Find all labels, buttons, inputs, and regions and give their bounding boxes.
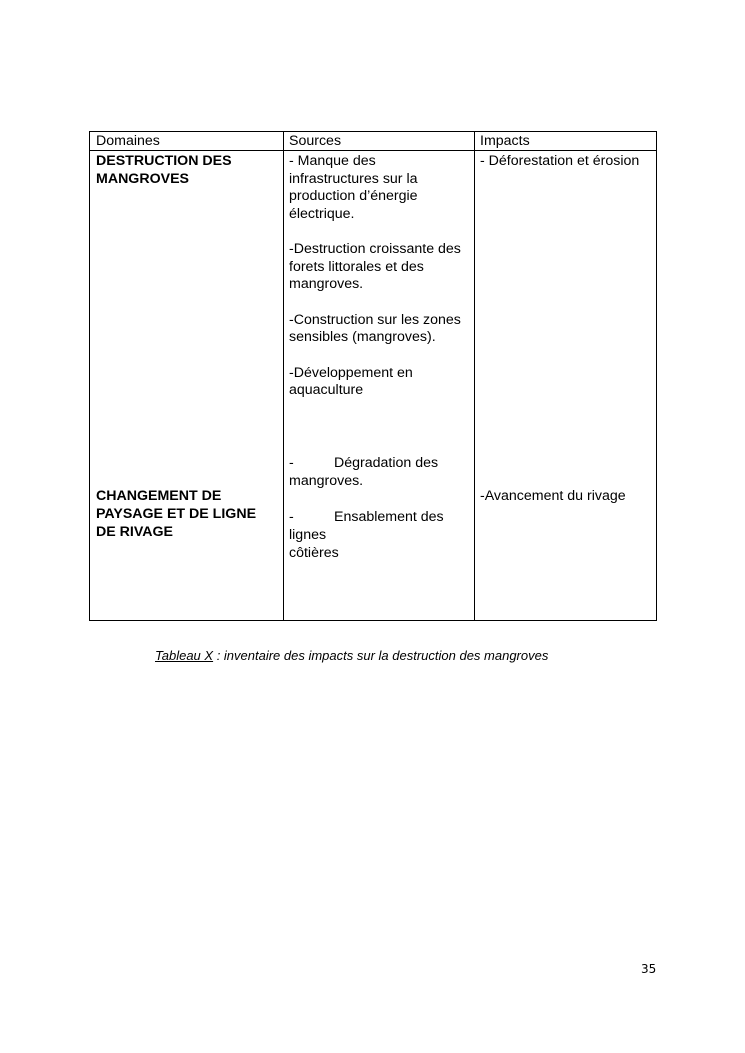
page-number: 35 <box>641 962 657 976</box>
caption-label: Tableau X <box>155 648 214 663</box>
source-line: aquaculture <box>289 382 364 398</box>
source-line: électrique. <box>289 206 355 222</box>
column-divider <box>474 132 475 620</box>
domaine-changement-line1: CHANGEMENT DE <box>96 488 222 504</box>
source-line: forets littorales et des <box>289 259 424 275</box>
source-line: infrastructures sur la <box>289 171 418 187</box>
source-line: - Ensablement des <box>289 509 444 525</box>
header-sources: Sources <box>289 133 342 149</box>
source-line: mangroves. <box>289 276 364 292</box>
source-line: - Manque des <box>289 153 376 169</box>
source-line: -Destruction croissante des <box>289 241 461 257</box>
header-domaines: Domaines <box>96 133 160 149</box>
caption-text: : inventaire des impacts sur la destruction des mangroves <box>213 648 549 663</box>
source-line: mangroves. <box>289 473 364 489</box>
impacts-table <box>89 131 657 621</box>
source-line: production d’énergie <box>289 188 418 204</box>
source-line: sensibles (mangroves). <box>289 329 436 345</box>
source-line: côtières <box>289 545 339 561</box>
domaine-destruction-line2: MANGROVES <box>96 171 190 187</box>
domaine-changement-line2: PAYSAGE ET DE LIGNE <box>96 506 257 522</box>
source-line: - Dégradation des <box>289 455 439 471</box>
impact-deforestation: - Déforestation et érosion <box>480 153 640 169</box>
column-divider <box>283 132 284 620</box>
source-line: -Construction sur les zones <box>289 312 461 328</box>
domaine-destruction-line1: DESTRUCTION DES <box>96 153 232 169</box>
impact-rivage: -Avancement du rivage <box>480 488 626 504</box>
header-divider <box>90 150 656 151</box>
table-caption <box>155 648 548 663</box>
header-impacts: Impacts <box>480 133 530 149</box>
source-line: lignes <box>289 527 327 543</box>
domaine-changement-line3: DE RIVAGE <box>96 524 173 540</box>
source-line: -Développement en <box>289 365 413 381</box>
